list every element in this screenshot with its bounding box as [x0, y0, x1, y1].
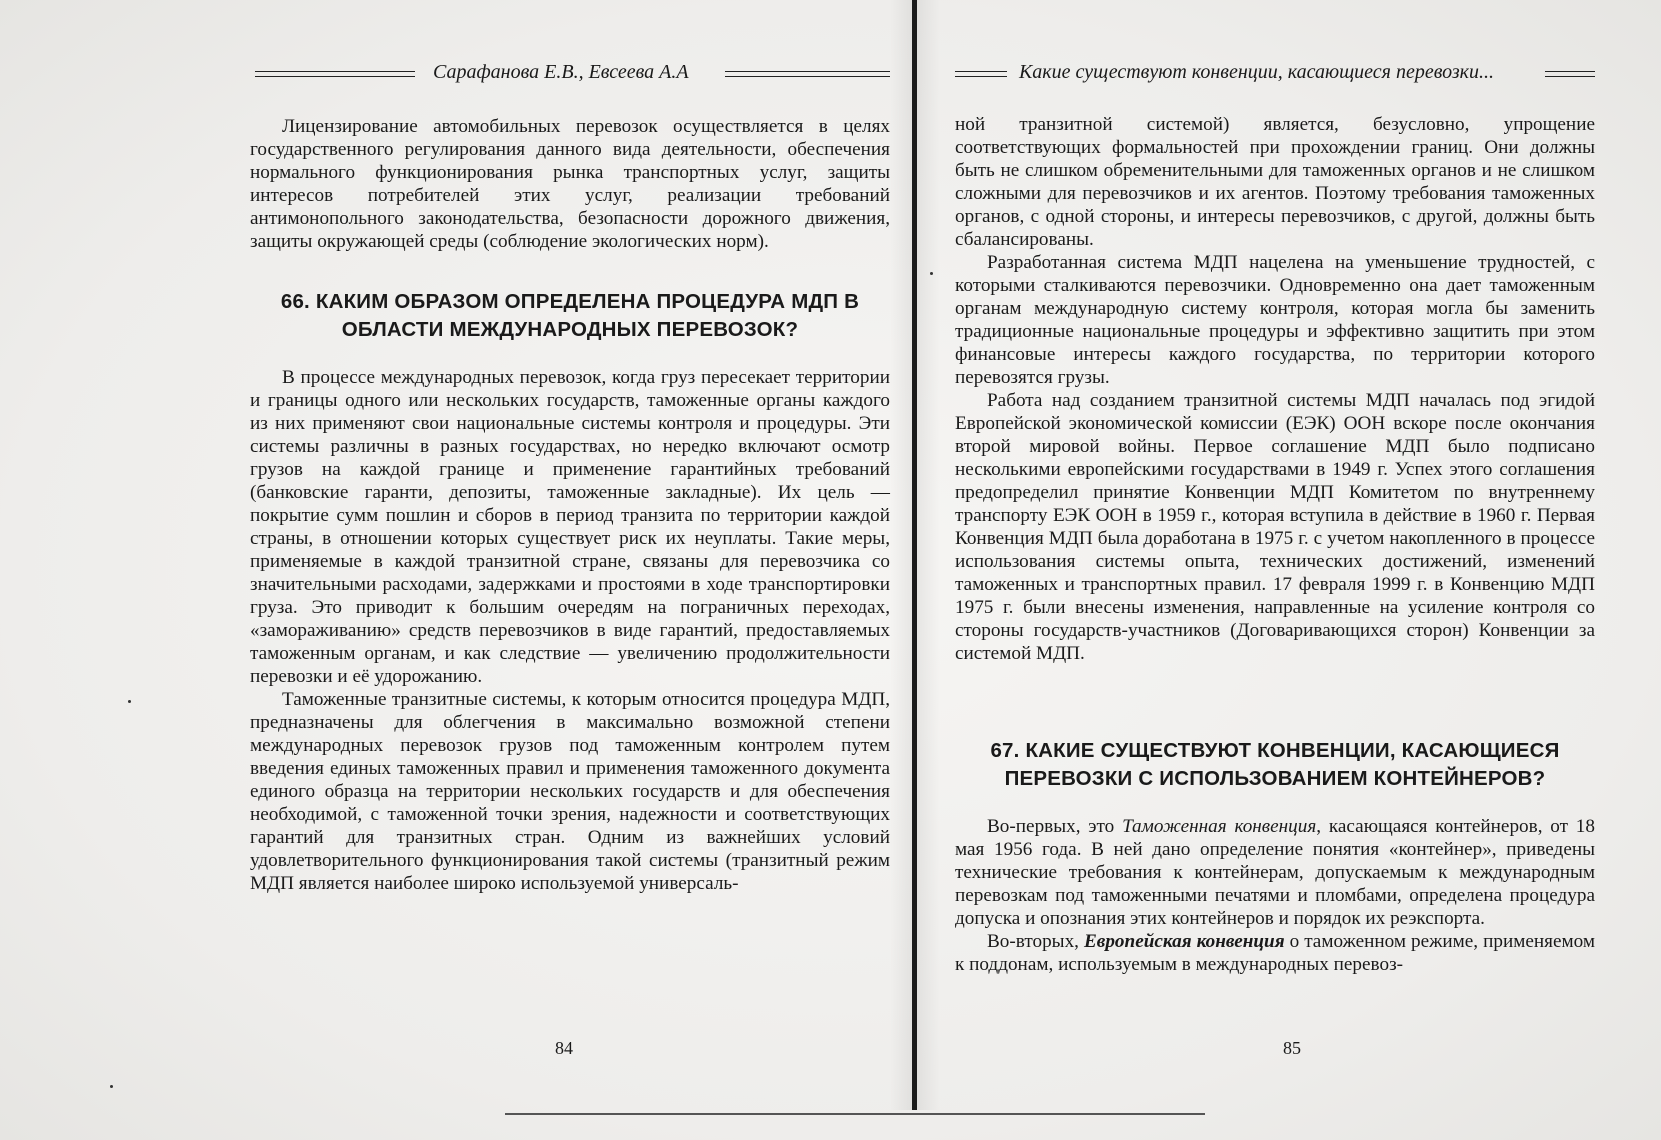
scan-speck — [110, 1085, 113, 1088]
left-section-heading: 66. КАКИМ ОБРАЗОМ ОПРЕДЕЛЕНА ПРОЦЕДУРА МДП В ОБЛАСТИ МЕЖДУНАРОДНЫХ ПЕРЕВОЗОК? — [280, 290, 860, 341]
left-running-head — [250, 58, 890, 88]
bottom-edge-line — [505, 1113, 1205, 1115]
paragraph: Таможенные транзитные системы, к которым относится процедура МДП, предназначены для облегчения в максимально возможной степени международных перевозок грузов под таможенным контролем путем введения единых таможенных правил и применения таможенного документа единого образца на территории нескольких государств и для обеспечения необходимой, с таможенной точки зрения, надежности и соответствующих гарантий для транзитных стран. Одним из важнейших условий удовлетворительного функционирования такой системы (транзитный режим МДП является наиболее широко используемой универсаль- — [250, 689, 890, 894]
running-head-rule — [955, 71, 1007, 77]
emphasis-text: Европейская конвенция — [1083, 931, 1285, 952]
paragraph: ной транзитной системой) является, безусловно, упрощение соответствующих формальностей при прохождении границ. Они должны быть не слишком обременительными для таможенных органов и не слишком сложными для перевозчиков и их агентов. Поэтому требования таможенных органов, с одной стороны, и интересы перевозчиков, с другой, должны быть сбалансированы. — [955, 114, 1595, 250]
right-page-number: 85 — [1283, 1038, 1301, 1058]
paragraph — [955, 815, 1595, 930]
book-gutter — [912, 0, 917, 1110]
emphasis-text: Таможенная конвенция — [1122, 816, 1317, 837]
running-head-rule — [725, 71, 890, 77]
left-body-text — [250, 366, 890, 895]
right-running-head — [955, 58, 1595, 88]
paragraph: Разработанная система МДП нацелена на уменьшение трудностей, с которыми сталкиваются перевозчики. Одновременно она дает таможенным органам международную систему контроля, которая могла бы заменить традиционные национальные процедуры и эффективно защитить при этом финансовые интересы каждого государства, по территории которого перевозятся грузы. — [955, 252, 1595, 388]
running-head-rule — [1545, 71, 1595, 77]
running-head-rule — [255, 71, 415, 77]
text-run: о таможенном режиме, применяемом к поддонам, используемым в международных перевоз- — [955, 931, 1596, 975]
text-run: , касающаяся контейнеров, от 18 мая 1956 года. В ней дано определение понятия «контейнер», приведены технические требования к контейнерам, допускаемым к международным перевозкам под таможенными печатями и пломбами, определена процедура допуска и опознания этих контейнеров и порядок их реэкспорта. — [955, 816, 1595, 929]
right-running-head-title: Какие существуют конвенции, касающиеся перевозки... — [1019, 61, 1495, 83]
left-intro-text — [250, 115, 890, 253]
left-page-number: 84 — [555, 1038, 573, 1058]
scan-speck — [128, 700, 131, 703]
paragraph: В процессе международных перевозок, когда груз пересекает территории и границы одного или нескольких государств, таможенные органы каждого из них применяют свои национальные системы контроля и процедуры. Эти системы различны в разных государствах, но нередко включают осмотр грузов на каждой границе и применение гарантийных требований (банковские гаранти, депозиты, таможенные закладные). Их цель — покрытие сумм пошлин и сборов в период транзита по территории каждой страны, в отношении которых существует риск их неуплаты. Такие меры, применяемые в каждой транзитной стране, связаны для перевозчика со значительными расходами, задержками и простоями в ходе транспортировки груза. Это приводит к большим очередям на пограничных переходах, «замораживанию» средств перевозчиков в виде гарантий, предоставляемых таможенным органам, и как следствие — увеличению продолжительности перевозки и её удорожанию. — [250, 367, 890, 687]
paragraph — [955, 930, 1595, 976]
right-section-heading: 67. КАКИЕ СУЩЕСТВУЮТ КОНВЕНЦИИ, КАСАЮЩИЕСЯ ПЕРЕВОЗКИ С ИСПОЛЬЗОВАНИЕМ КОНТЕЙНЕРОВ? — [990, 739, 1560, 790]
scan-speck — [930, 272, 933, 275]
right-lower-text — [955, 815, 1595, 976]
right-body-text — [955, 113, 1595, 665]
left-running-head-title: Сарафанова Е.В., Евсеева А.А — [433, 61, 689, 83]
text-run: Во-первых, это — [987, 816, 1123, 837]
text-run: Во-вторых, — [987, 931, 1084, 952]
paragraph: Работа над созданием транзитной системы МДП началась под эгидой Европейской экономической комиссии (ЕЭК) ООН вскоре после окончания второй мировой войны. Первое соглашение МДП было подписано несколькими европейскими государствами в 1949 г. Успех этого соглашения предопределил принятие Конвенции МДП Комитетом по внутреннему транспорту ЕЭК ООН в 1959 г., которая вступила в действие в 1960 г. Первая Конвенция МДП была доработана в 1975 г. с учетом накопленного в процессе использования системы опыта, технических достижений, изменений таможенных и транспортных правил. 17 февраля 1999 г. в Конвенцию МДП 1975 г. были внесены изменения, направленные на усиление контроля со стороны государств-участников (Договаривающихся сторон) Конвенции за системой МДП. — [955, 390, 1595, 664]
paragraph: Лицензирование автомобильных перевозок осуществляется в целях государственного регулирования данного вида деятельности, обеспечения нормального функционирования рынка транспортных услуг, защиты интересов потребителей этих услуг, реализации требований антимонопольного законодательства, безопасности дорожного движения, защиты окружающей среды (соблюдение экологических норм). — [250, 116, 890, 252]
